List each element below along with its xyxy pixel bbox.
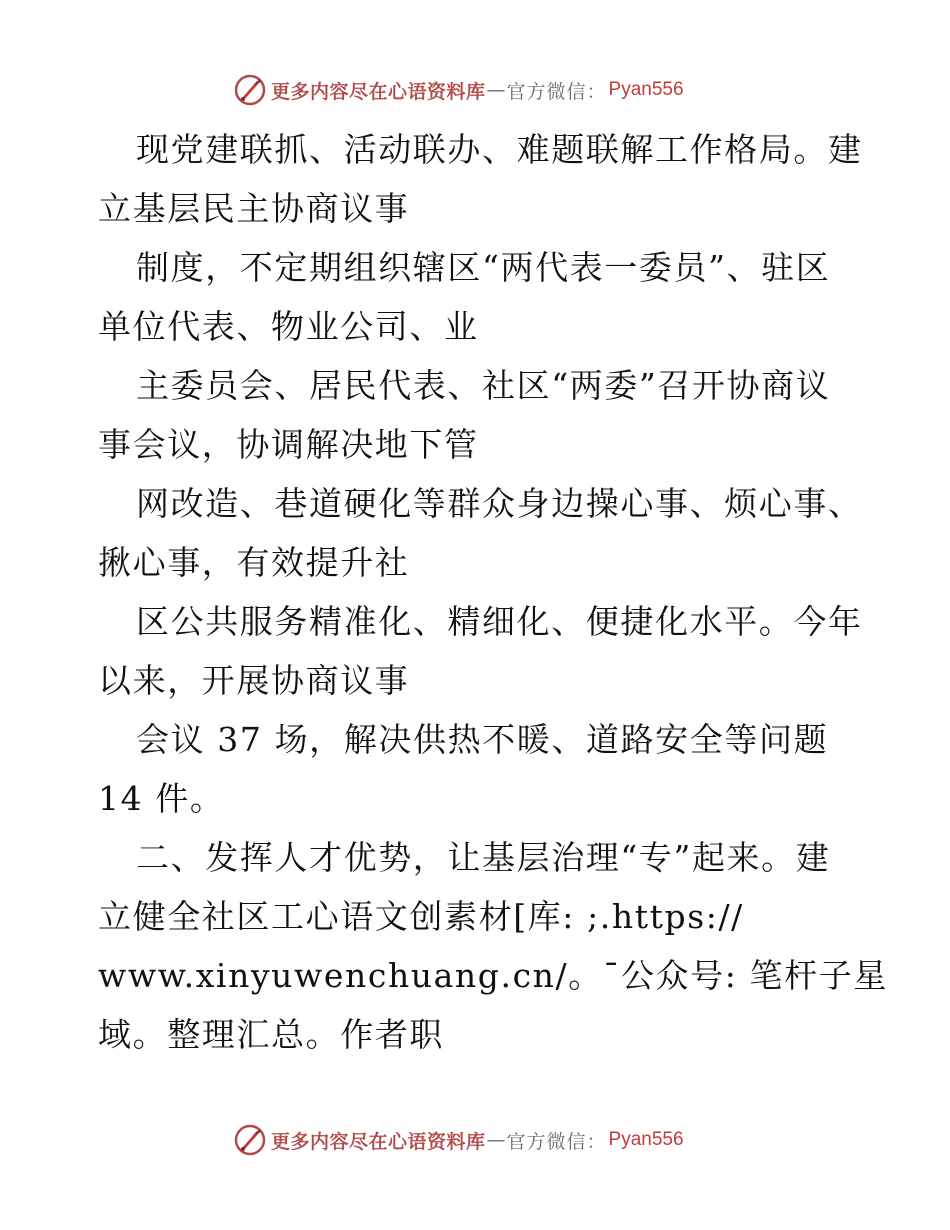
banner-dash: — [486, 79, 506, 101]
paragraph-line: 14 件。 [98, 779, 225, 818]
paragraph-line: 揪心事，有效提升社 [98, 543, 410, 582]
banner-wechat-id: Pyan556 [608, 79, 684, 100]
paragraph-line: 区公共服务精准化、精细化、便捷化水平。今年 [136, 602, 863, 641]
banner-label-text: 官方微信： [506, 1130, 607, 1153]
quill-pen-logo-icon [233, 73, 267, 107]
paragraph-line: 制度，不定期组织辖区“两代表一委员”、驻区 [136, 248, 831, 287]
paragraph-line: 域。整理汇总。作者职 [98, 1015, 444, 1054]
paragraph-line: 会议 37 场，解决供热不暖、道路安全等问题 [136, 720, 829, 759]
paragraph-line: 二、发挥人才优势，让基层治理“专”起来。建 [136, 838, 831, 877]
paragraph-line: 主委员会、居民代表、社区“两委”召开协商议 [136, 366, 831, 405]
paragraph-line: 以来，开展协商议事 [98, 661, 410, 700]
footer-watermark-banner [233, 1121, 684, 1159]
banner-dash: — [486, 1129, 506, 1151]
banner-main-text: 更多内容尽在心语资料库 [271, 80, 486, 103]
banner-wechat-id: Pyan556 [608, 1129, 684, 1150]
document-body [98, 120, 888, 1064]
paragraph-line: 网改造、巷道硬化等群众身边操心事、烦心事、 [136, 484, 863, 523]
url-line: www.xinyuwenchuang.cn/。¯公众号: 笔杆子星 [98, 956, 888, 995]
banner-label-text: 官方微信： [506, 80, 607, 103]
paragraph-line: 事会议，协调解决地下管 [98, 425, 479, 464]
paragraph-line: 立基层民主协商议事 [98, 189, 410, 228]
header-watermark-banner [233, 71, 684, 109]
paragraph-line: 现党建联抓、活动联办、难题联解工作格局。建 [136, 130, 863, 169]
paragraph-line: 单位代表、物业公司、业 [98, 307, 479, 346]
paragraph-line: 立健全社区工心语文创素材[库: ;.https:// [98, 897, 744, 936]
banner-main-text: 更多内容尽在心语资料库 [271, 1130, 486, 1153]
quill-pen-logo-icon [233, 1123, 267, 1157]
